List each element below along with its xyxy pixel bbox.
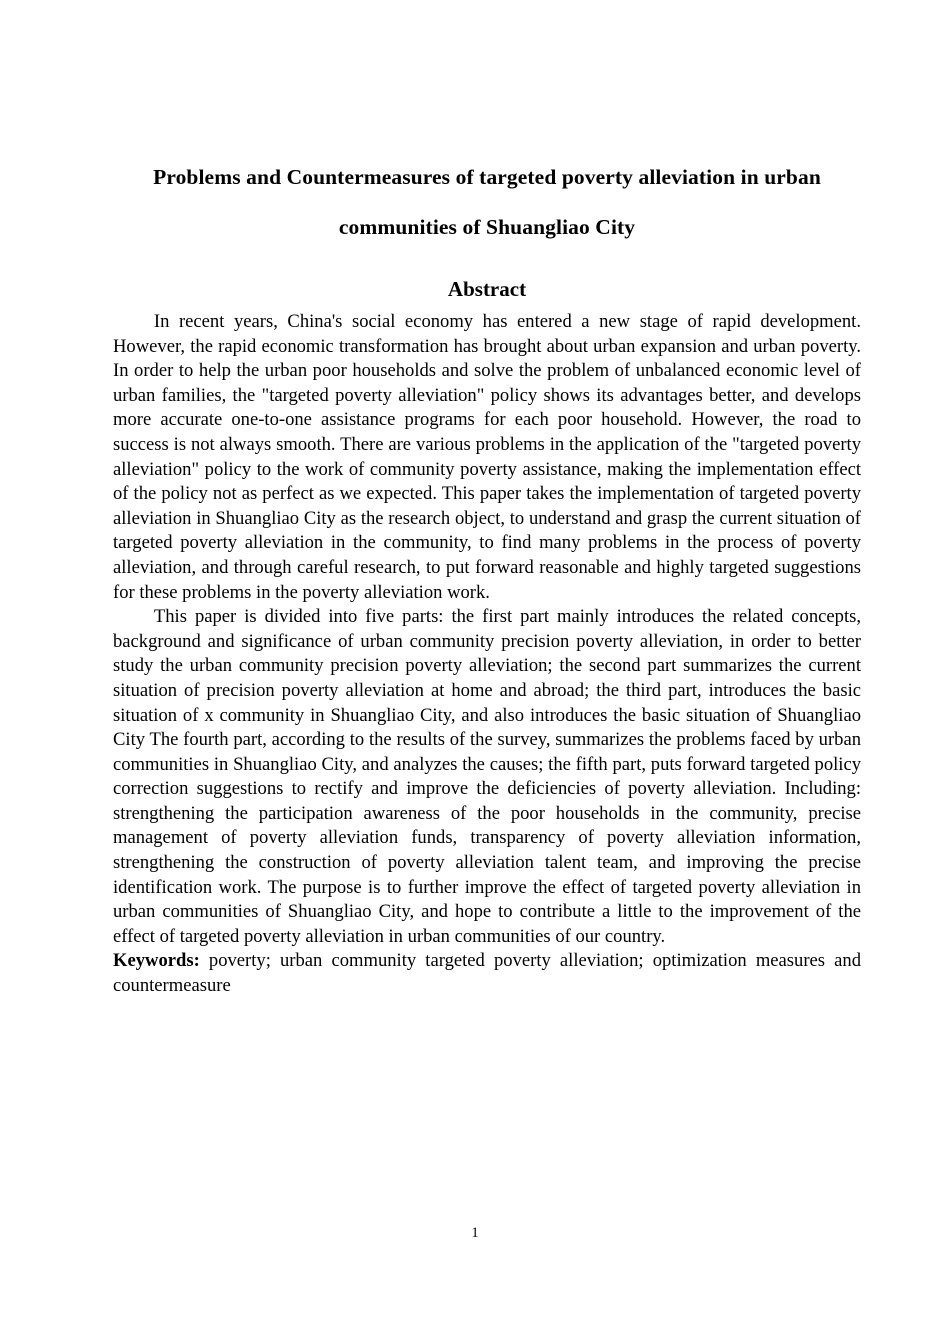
abstract-heading: Abstract bbox=[447, 277, 527, 301]
page-title: Problems and Countermeasures of targeted poverty alleviation in urban communities of Shuangliao City bbox=[153, 165, 821, 239]
keywords-label: Keywords: bbox=[113, 950, 200, 972]
page-number: 1 bbox=[471, 1225, 479, 1241]
keywords-value: poverty; urban community targeted poverty alleviation; optimization measures and countermeasure bbox=[113, 950, 861, 997]
document-body bbox=[113, 0, 861, 999]
keywords-line bbox=[113, 949, 861, 998]
abstract-paragraph-1: In recent years, China's social economy has entered a new stage of rapid development. However, the rapid economic transformation has brought about urban expansion and urban poverty. In order to help the urban poor households and solve the problem of unbalanced economic level of urban families, the "targeted poverty alleviation" policy shows its advantages better, and develops more accurate one-to-one assistance programs for each poor household. However, the road to success is not always smooth. There are various problems in the application of the "targeted poverty alleviation" policy to the work of community poverty assistance, making the implementation effect of the policy not as perfect as we expected. This paper takes the implementation of targeted poverty alleviation in Shuangliao City as the research object, to understand and grasp the current situation of targeted poverty alleviation in the community, to find many problems in the process of poverty alleviation, and through careful research, to put forward reasonable and highly targeted suggestions for these problems in the poverty alleviation work. bbox=[113, 311, 861, 603]
abstract-paragraph-2: This paper is divided into five parts: the first part mainly introduces the related concepts, background and significance of urban community precision poverty alleviation, in order to better study the urban community precision poverty alleviation; the second part summarizes the current situation of precision poverty alleviation at home and abroad; the third part, introduces the basic situation of x community in Shuangliao City, and also introduces the basic situation of Shuangliao City The fourth part, according to the results of the survey, summarizes the problems faced by urban communities in Shuangliao City, and analyzes the causes; the fifth part, puts forward targeted policy correction suggestions to rectify and improve the deficiencies of poverty alleviation. Including: strengthening the participation awareness of the poor households in the community, precise management of poverty alleviation funds, transparency of poverty alleviation information, strengthening the construction of poverty alleviation talent team, and improving the precise identification work. The purpose is to further improve the effect of targeted poverty alleviation in urban communities of Shuangliao City, and hope to contribute a little to the improvement of the effect of targeted poverty alleviation in urban communities of our country. bbox=[113, 606, 861, 947]
